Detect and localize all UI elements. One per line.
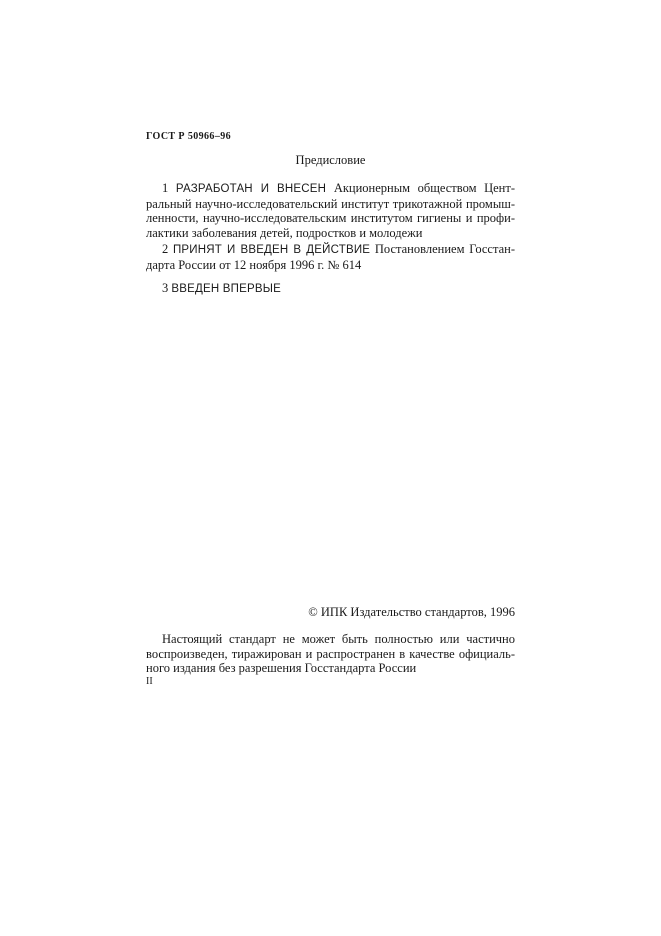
section-title: Предисловие — [295, 153, 366, 167]
item2-number: 2 — [162, 242, 169, 256]
item1-line1 — [146, 181, 515, 197]
item3-line1 — [146, 281, 515, 297]
document-code: ГОСТ Р 50966–96 — [146, 131, 232, 142]
preface-item-3 — [146, 281, 515, 297]
item1-line1-rest: Акционерным обществом Цент- — [333, 181, 516, 195]
item1-line4: лактики заболевания детей, подростков и молодежи — [146, 225, 423, 240]
item1-line2: ральный научно-исследовательский институт трикотажной промыш- — [146, 196, 515, 211]
item3-lead: ВВЕДЕН ВПЕРВЫЕ — [171, 283, 281, 295]
item1-lead: РАЗРАБОТАН И ВНЕСЕН — [175, 183, 327, 195]
item2-lead: ПРИНЯТ И ВВЕДЕН В ДЕЙСТВИЕ — [172, 244, 371, 256]
notice-line3: ного издания без разрешения Госстандарта России — [146, 661, 417, 675]
item1-line3: ленности, научно-исследовательским институтом гигиены и профи- — [146, 211, 515, 225]
item3-number: 3 — [162, 281, 169, 295]
copyright-notice: © ИПК Издательство стандартов, 1996 — [308, 605, 515, 619]
notice-line1: Настоящий стандарт не может быть полностью или частично — [162, 632, 515, 646]
notice-line2: воспроизведен, тиражирован и распространен в качестве официаль- — [146, 646, 515, 661]
page-number: II — [146, 676, 153, 687]
item1-number: 1 — [162, 181, 169, 195]
preface-item-1 — [146, 181, 515, 240]
reproduction-notice — [146, 632, 515, 676]
item2-line2: дарта России от 12 ноября 1996 г. № 614 — [146, 257, 362, 272]
item2-line1 — [146, 242, 515, 258]
item2-line1-rest: Постановлением Госстан- — [374, 242, 515, 256]
preface-item-2 — [146, 242, 515, 272]
